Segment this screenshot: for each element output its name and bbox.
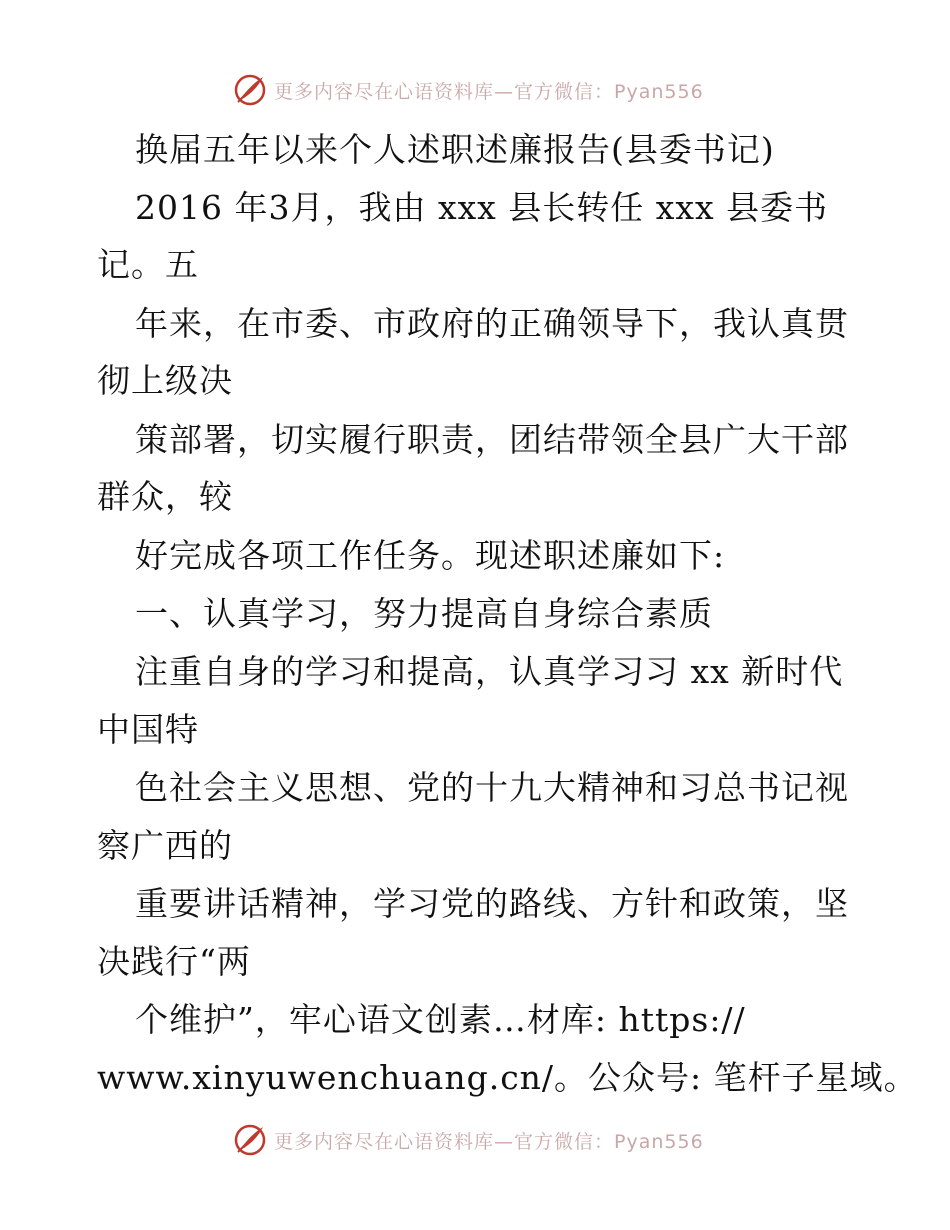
quill-pen-logo-icon (232, 1122, 268, 1158)
paragraph-line: 察广西的 (97, 826, 233, 865)
section-heading: 一、认真学习，努力提高自身综合素质 (135, 594, 713, 633)
paragraph-line: 决践行“两 (97, 942, 251, 981)
paragraph-line: 记。五 (97, 245, 199, 284)
paragraph-line: 好完成各项工作任务。现述职述廉如下: (135, 536, 726, 575)
quill-pen-logo-icon (232, 72, 268, 108)
watermark-text: 更多内容尽在心语资料库—官方微信：Pyan556 (274, 80, 704, 103)
document-title: 换届五年以来个人述职述廉报告(县委书记) (135, 130, 775, 169)
paragraph-line: 策部署，切实履行职责，团结带领全县广大干部 (135, 420, 849, 459)
paragraph-line: 色社会主义思想、党的十九大精神和习总书记视 (135, 768, 849, 807)
paragraph-line: 中国特 (97, 710, 199, 749)
paragraph-line: www.xinyuwenchuang.cn/。公众号: 笔杆子星域。 (97, 1058, 918, 1097)
watermark-text: 更多内容尽在心语资料库—官方微信：Pyan556 (274, 1130, 704, 1153)
footer-watermark (232, 1120, 704, 1160)
paragraph-line: 重要讲话精神，学习党的路线、方针和政策，坚 (135, 884, 849, 923)
paragraph-line: 群众，较 (97, 477, 233, 516)
paragraph-line: 注重自身的学习和提高，认真学习习 xx 新时代 (135, 652, 844, 691)
header-watermark (232, 70, 704, 110)
paragraph-line: 年来，在市委、市政府的正确领导下，我认真贯 (135, 304, 849, 343)
paragraph-line: 2016 年3月，我由 xxx 县长转任 xxx 县委书 (135, 188, 829, 227)
paragraph-line: 个维护”，牢心语文创素…材库: https:// (135, 1000, 746, 1039)
paragraph-line: 彻上级决 (97, 361, 233, 400)
